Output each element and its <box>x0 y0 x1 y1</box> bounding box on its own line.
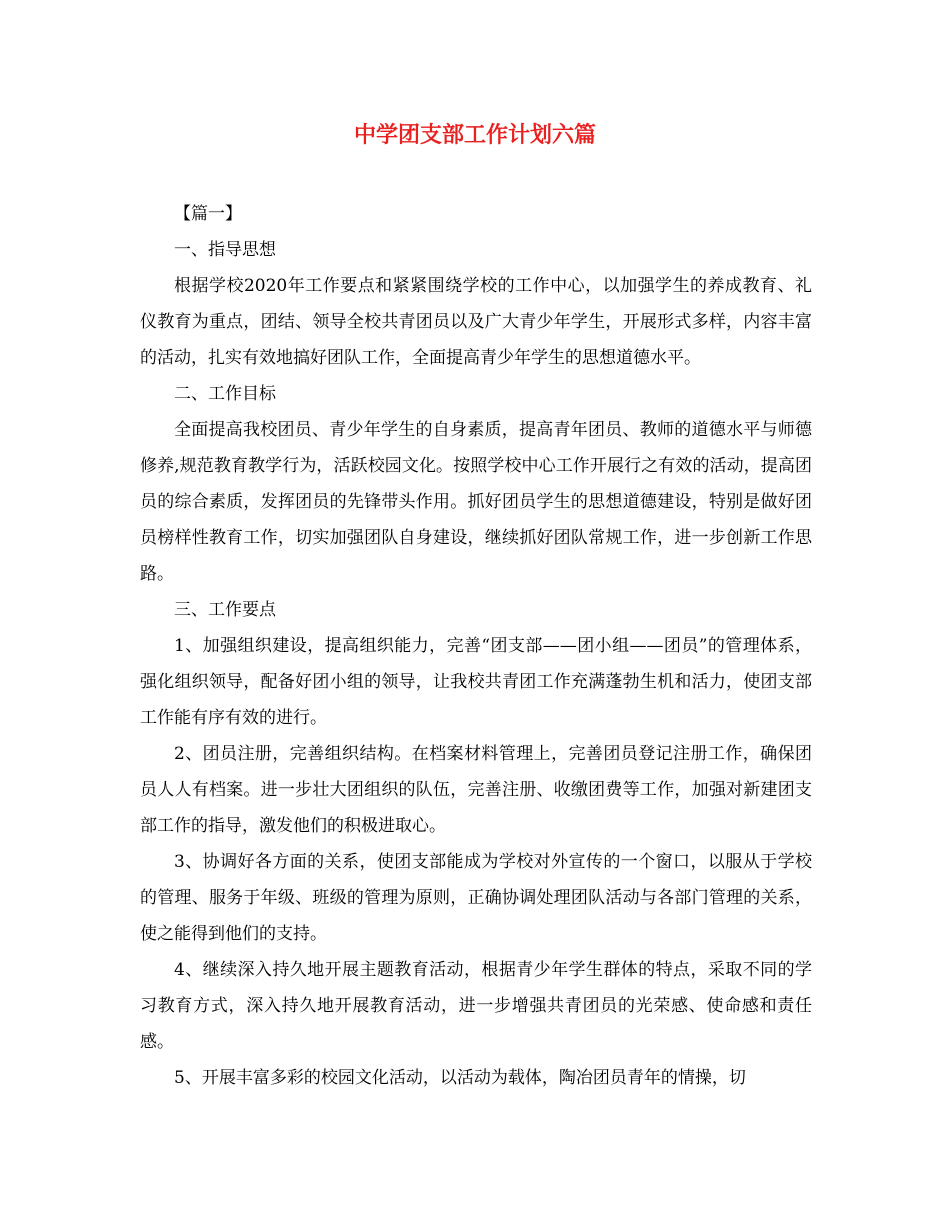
document-body <box>140 196 812 1096</box>
section-heading-work-points: 三、工作要点 <box>174 600 276 620</box>
paragraph-point-5: 5、开展丰富多彩的校园文化活动，以活动为载体，陶冶团员青年的情操，切 <box>174 1068 746 1088</box>
part-heading: 【篇一】 <box>174 204 242 224</box>
paragraph-point-4: 4、继续深入持久地开展主题教育活动，根据青少年学生群体的特点，采取不同的学习教育方式，深入持久地开展教育活动，进一步增强共青团员的光荣感、使命感和责任感。 <box>140 960 812 1052</box>
paragraph-point-3: 3、协调好各方面的关系，使团支部能成为学校对外宣传的一个窗口，以服从于学校的管理、服务于年级、班级的管理为原则，正确协调处理团队活动与各部门管理的关系，使之能得到他们的支持。 <box>140 852 812 944</box>
paragraph-guiding-ideology: 根据学校2020年工作要点和紧紧围绕学校的工作中心，以加强学生的养成教育、礼仪教育为重点，团结、领导全校共青团员以及广大青少年学生，开展形式多样，内容丰富的活动，扎实有效地搞好团队工作，全面提高青少年学生的思想道德水平。 <box>140 276 812 368</box>
paragraph-work-goals: 全面提高我校团员、青少年学生的自身素质，提高青年团员、教师的道德水平与师德修养,规范教育教学行为，活跃校园文化。按照学校中心工作开展行之有效的活动，提高团员的综合素质，发挥团员的先锋带头作用。抓好团员学生的思想道德建设，特别是做好团员榜样性教育工作，切实加强团队自身建设，继续抓好团队常规工作，进一步创新工作思路。 <box>140 420 812 584</box>
section-heading-guiding-ideology: 一、指导思想 <box>174 240 276 260</box>
document-title: 中学团支部工作计划六篇 <box>353 122 596 148</box>
paragraph-point-1: 1、加强组织建设，提高组织能力，完善“团支部——团小组——团员”的管理体系，强化组织领导，配备好团小组的领导，让我校共青团工作充满蓬勃生机和活力，使团支部工作能有序有效的进行。 <box>140 636 812 728</box>
paragraph-point-2: 2、团员注册，完善组织结构。在档案材料管理上，完善团员登记注册工作，确保团员人人有档案。进一步壮大团组织的队伍，完善注册、收缴团费等工作，加强对新建团支部工作的指导，激发他们的积极进取心。 <box>140 744 812 836</box>
section-heading-work-goals: 二、工作目标 <box>174 384 276 404</box>
